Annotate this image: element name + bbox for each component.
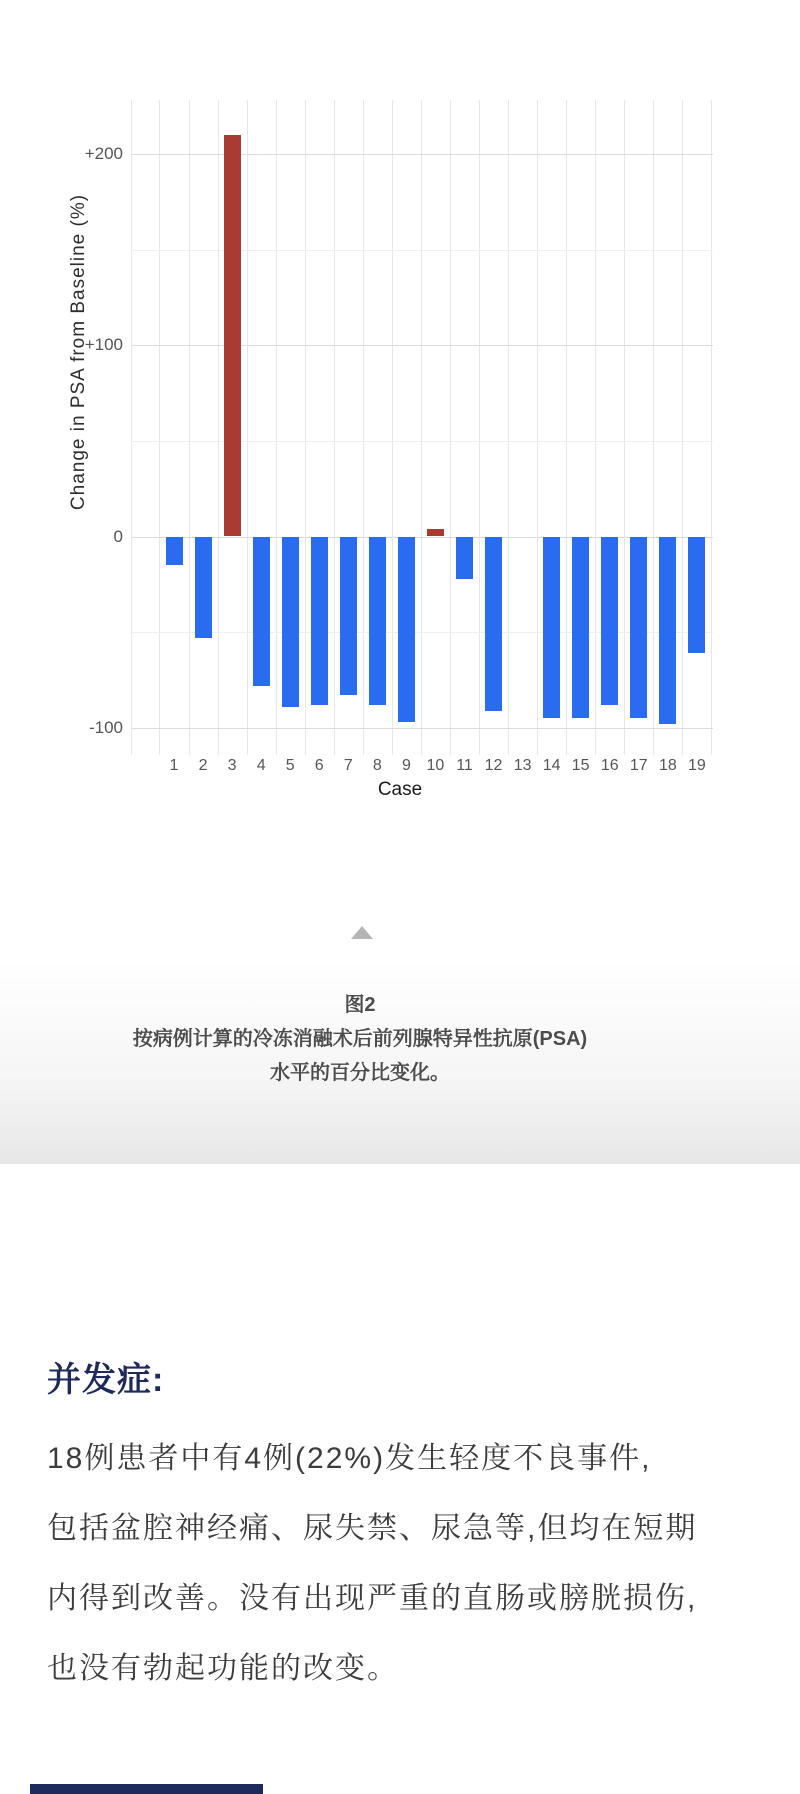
gridline-vertical <box>247 100 248 755</box>
x-axis-tick-label: 4 <box>256 757 266 774</box>
bottom-divider-bar <box>30 1784 263 1794</box>
gridline-vertical <box>421 100 422 755</box>
figure-caption-title: 图2 <box>344 994 376 1016</box>
gridline-vertical <box>218 100 219 755</box>
x-axis-tick-label: 8 <box>372 757 382 774</box>
x-axis-tick-label: 18 <box>658 757 677 774</box>
paragraph-line: 也没有勃起功能的改变。 <box>47 1652 399 1685</box>
bar-case-8 <box>369 537 386 705</box>
gridline-vertical <box>131 100 132 755</box>
gridline-horizontal-major <box>131 728 713 729</box>
gridline-vertical <box>305 100 306 755</box>
x-axis-tick-label: 14 <box>542 757 561 774</box>
gridline-vertical <box>508 100 509 755</box>
gridline-vertical <box>653 100 654 755</box>
y-axis-tick-label: 0 <box>113 526 123 546</box>
paragraph-line: 内得到改善。没有出现严重的直肠或膀胱损伤, <box>47 1582 698 1615</box>
gridline-vertical <box>363 100 364 755</box>
gridline-horizontal-minor <box>131 250 713 251</box>
figure-caption <box>28 988 692 1090</box>
bar-case-10 <box>427 529 444 537</box>
gridline-horizontal-major <box>131 537 713 538</box>
x-axis-tick-label: 6 <box>314 757 324 774</box>
bar-case-4 <box>253 537 270 686</box>
bar-case-1 <box>166 537 183 566</box>
x-axis-tick-label: 12 <box>484 757 503 774</box>
gridline-vertical <box>711 100 712 755</box>
x-axis-tick-label: 16 <box>600 757 619 774</box>
gridline-vertical <box>479 100 480 755</box>
x-axis-tick-label: 17 <box>629 757 648 774</box>
gridline-horizontal-minor <box>131 632 713 633</box>
bar-case-16 <box>601 537 618 705</box>
gridline-vertical <box>566 100 567 755</box>
bar-case-11 <box>456 537 473 579</box>
gridline-vertical <box>189 100 190 755</box>
x-axis-tick-label: 9 <box>401 757 411 774</box>
gridline-vertical <box>682 100 683 755</box>
gridline-vertical <box>159 100 160 755</box>
x-axis-tick-label: 19 <box>687 757 706 774</box>
bar-case-15 <box>572 537 589 719</box>
bar-case-17 <box>630 537 647 719</box>
figure-caption-line: 水平的百分比变化。 <box>270 1062 450 1084</box>
gridline-vertical <box>537 100 538 755</box>
bar-case-14 <box>543 537 560 719</box>
x-axis-tick-label: 11 <box>456 757 473 774</box>
bar-case-6 <box>311 537 328 705</box>
figure-caption-line: 按病例计算的冷冻消融术后前列腺特异性抗原(PSA) <box>132 1028 588 1050</box>
gridline-vertical <box>276 100 277 755</box>
y-axis-tick-label: +200 <box>84 143 123 163</box>
bar-case-9 <box>398 537 415 723</box>
y-axis-tick-label: +100 <box>84 335 123 355</box>
x-axis-tick-label: 1 <box>169 757 179 774</box>
x-axis-tick-label: 7 <box>343 757 353 774</box>
x-axis-tick-label: 15 <box>571 757 590 774</box>
collapse-arrow-icon[interactable] <box>351 926 373 939</box>
paragraph-line: 18例患者中有4例(22%)发生轻度不良事件, <box>47 1442 652 1475</box>
x-axis-tick-label: 2 <box>198 757 208 774</box>
complications-heading: 并发症: <box>47 1361 165 1399</box>
gridline-horizontal-minor <box>131 441 713 442</box>
x-axis-title: Case <box>377 779 423 800</box>
gridline-vertical <box>595 100 596 755</box>
gridline-horizontal-major <box>131 154 713 155</box>
x-axis-tick-label: 13 <box>513 757 532 774</box>
complications-paragraph <box>47 1424 767 1704</box>
bar-case-5 <box>282 537 299 707</box>
psa-bar-chart <box>0 0 800 810</box>
gridline-vertical <box>334 100 335 755</box>
bar-case-18 <box>659 537 676 724</box>
bar-case-19 <box>688 537 705 654</box>
gridline-vertical <box>392 100 393 755</box>
x-axis-tick-label: 10 <box>426 757 445 774</box>
x-axis-tick-label: 5 <box>285 757 295 774</box>
y-axis-tick-label: -100 <box>88 717 123 737</box>
y-axis-title: Change in PSA from Baseline (%) <box>68 193 89 511</box>
bar-case-7 <box>340 537 357 696</box>
gridline-vertical <box>450 100 451 755</box>
x-axis-tick-label: 3 <box>227 757 237 774</box>
bar-case-2 <box>195 537 212 638</box>
gridline-vertical <box>624 100 625 755</box>
bar-case-12 <box>485 537 502 711</box>
paragraph-line: 包括盆腔神经痛、尿失禁、尿急等,但均在短期 <box>47 1512 698 1545</box>
bar-case-3 <box>224 135 241 537</box>
gridline-horizontal-major <box>131 345 713 346</box>
